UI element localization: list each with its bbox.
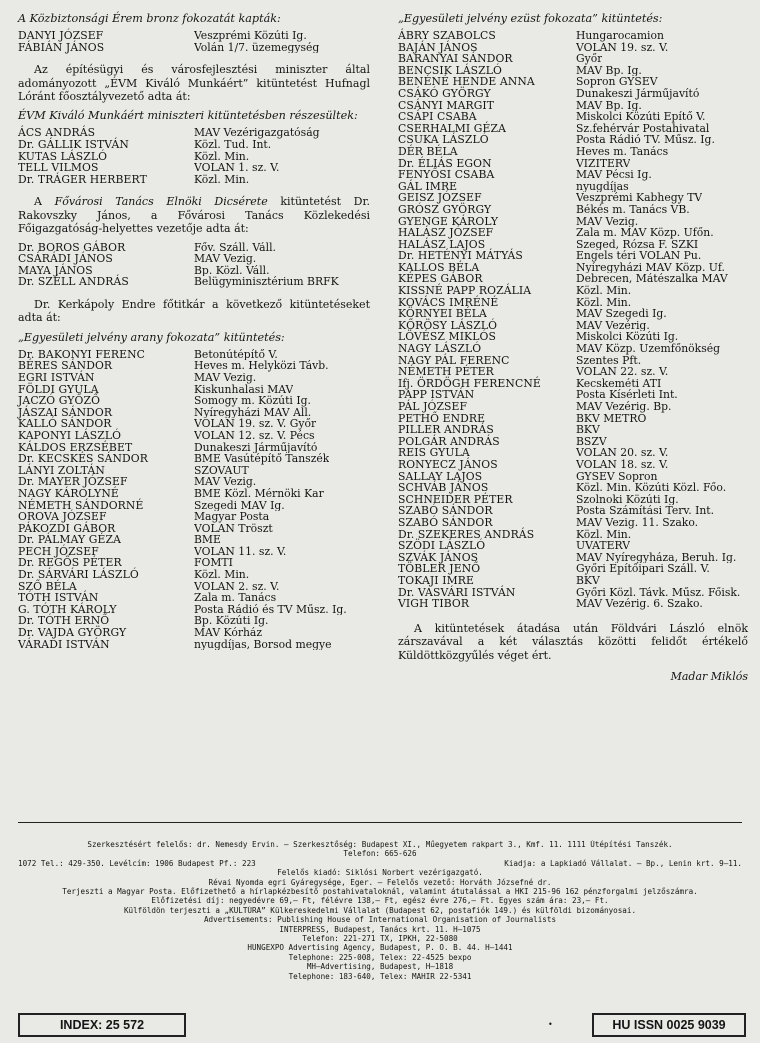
recipient-workplace: MÁV Vezig. 11. Szako. [576,516,699,529]
recipient-name: CSÁKÓ GYÖRGY [398,86,491,100]
recipient-workplace: Betonútépítő V. [194,348,278,361]
left-column [18,12,370,660]
recipient-workplace: MÁV Vezérigazgatóság [194,127,320,139]
recipient-workplace: BKV METRÓ [576,412,647,425]
recipient-workplace: Győri Közl. Távk. Műsz. Főisk. [576,586,741,599]
recipient-workplace: VOLÁN 19. sz. V. [576,41,669,54]
imprint-line: Telephone: 183-640, Telex: MAHIR 22-5341 [288,971,472,981]
evm-intro: Az építésügyi és városfejlesztési miniszter által adományozott „ÉVM Kiváló Munkáért” kitüntetést Hufnagl Lóránt főosztályvezető adta át: [18,63,370,103]
recipient-name: CSÁNYI MARGIT [398,98,495,112]
recipient-workplace: MÁV Vezig. [194,476,257,488]
list-item [18,569,370,581]
recipient-workplace: Szegedi MÁV Ig. [194,499,285,512]
recipient-workplace: Sopron GYSEV [576,76,658,88]
list-item [18,639,370,651]
recipient-workplace: Nyíregyházi MÁV Áll. [194,406,312,419]
recipient-name: TELL VILMOS [18,161,99,175]
recipient-name: PAPP ISTVÁN [398,388,475,402]
recipient-workplace: Közl. Min. Közúti Közl. Főo. [576,482,727,494]
recipient-workplace: Posta Rádió TV. Műsz. Ig. [576,134,715,146]
recipient-workplace: Kecskeméti ÁTI [576,377,662,390]
list-item [398,540,748,552]
recipient-name: Dr. PÁLMAY GÉZA [18,533,122,547]
recipient-name: RONYECZ JÁNOS [398,457,498,471]
recipient-workplace: Győr [576,53,603,65]
recipient-name: Dr. REGŐS PÉTER [18,556,122,570]
recipient-name: Dr. GÁLLIK ISTVÁN [18,138,129,151]
recipient-workplace: Nyíregyházi MÁV Közp. Üf. [576,261,725,274]
recipient-workplace: Debrecen, Mátészalka MÁV [576,273,728,286]
recipient-workplace: BME Vasútépítő Tanszék [194,453,330,465]
recipient-name: FÖLDI GYULA [18,382,99,396]
kerkapoly-intro: Dr. Kerkápoly Endre főtitkár a következő kitüntetéseket adta át: [18,297,370,325]
recipient-name: GÁL IMRE [398,179,458,193]
recipient-name: Dr. TÓTH ERNŐ [18,614,110,628]
recipient-name: KUTAS LÁSZLÓ [18,149,108,163]
recipient-name: BAJÁN JÁNOS [398,40,478,54]
recipient-workplace: Szolnoki Közúti Ig. [576,493,679,506]
recipient-name: KŐRÖSY LÁSZLÓ [398,318,498,332]
recipient-workplace: MÁV Bp. Ig. [576,64,642,77]
recipient-workplace: VIZITERV [576,157,631,170]
intro-text: kitüntetést Dr. Rakovszky János, a Fővárosi Tanács Közlekedési Főigazgatóság-helyettes vezetője adta át: [18,195,371,236]
recipient-name: Dr. ÉLIÁS EGON [398,156,492,170]
recipient-name: TÓTH ISTVÁN [18,591,99,605]
recipient-workplace: Sz.fehérvár Postahivatal [576,122,710,135]
intro-text: A [34,195,55,209]
recipient-workplace: Közl. Min. [576,285,632,297]
imprint-line: Felelős kiadó: Siklósi Norbert vezérigazgató. [277,868,483,878]
recipient-workplace: Szentes Pft. [576,354,642,367]
recipient-name: BENÉNÉ HENDE ANNA [398,75,535,89]
recipient-name: FÁBIÁN JÁNOS [18,40,105,54]
recipient-name: REIS GYULA [398,446,470,460]
imprint-line: Külföldön terjeszti a „KULTÚRA” Külkereskedelmi Vállalat (Budapest 62, postafiók 149.) és külföldi bizományosai. [123,905,637,915]
recipient-name: VIGH TIBOR [398,597,470,611]
recipient-name: CSUKA LÁSZLÓ [398,133,489,147]
recipient-name: Ifj. ÖRDÖGH FERENCNÉ [398,376,541,390]
recipient-name: G. TÓTH KÁROLY [18,602,117,616]
recipient-name: Dr. SZÉLL ANDRÁS [18,275,129,289]
list-item [398,146,748,158]
recipient-workplace: Veszprémi Kabhegy TV [576,192,703,204]
recipient-name: SZVÁK JÁNOS [398,550,479,564]
recipient-name: SZABÓ SÁNDOR [398,515,493,529]
footer-rule [18,822,742,823]
arany-heading: „Egyesületi jelvény arany fokozata” kitüntetés: [18,330,285,344]
list-item [18,488,370,500]
recipient-name: NAGY PÁL FERENC [398,353,510,367]
recipient-name: KALLOS BÉLA [398,260,480,274]
recipient-name: GRÓSZ GYÖRGY [398,202,492,216]
recipient-workplace: Belügyminisztérium BRFK [194,276,339,288]
recipient-workplace: Miskolci Közúti Ig. [576,331,679,344]
recipient-workplace: Főv. Száll. Váll. [194,241,276,254]
fovarosi-intro [18,195,370,235]
recipient-workplace: Engels téri VOLÁN Pu. [576,250,702,262]
ezust-list [398,30,748,610]
award-name: Fővárosi Tanács Elnöki Dicsérete [54,195,268,209]
recipient-workplace: VOLÁN 19. sz. V. Győr [194,418,317,430]
recipient-workplace: Volán 1/7. üzemegység [194,41,320,54]
recipient-workplace: Közl. Min. [194,150,250,163]
recipient-name: TÖBLER JENŐ [398,562,481,576]
imprint-line-right: Kiadja: a Lapkiadó Vállalat. — Bp., Lenin krt. 9—11. [504,858,742,868]
recipient-workplace: VOLÁN 12. sz. V. Pécs [194,429,315,442]
imprint-line-left: 1072 Tel.: 429-350. Levélcím: 1906 Budapest Pf.: 223 [18,858,256,868]
recipient-name: NAGY LÁSZLÓ [398,342,482,356]
imprint-line: Szerkesztésért felelős: dr. Nemesdy Ervin. — Szerkesztőség: Budapest XI., Műegyetem rakpart 3., Kmf. 11. 1111 Útépítési Tanszék. [87,840,673,849]
recipient-workplace: VOLÁN 11. sz. V. [194,545,287,558]
recipient-name: JÁSZAI SÁNDOR [18,405,113,419]
imprint-rest [18,868,742,981]
recipient-name: MAYA JÁNOS [18,263,93,277]
recipient-workplace: Heves m. Helyközi Távb. [194,360,329,372]
list-item [398,227,748,239]
recipient-name: KÖRNYEI BÉLA [398,307,487,321]
recipient-workplace: MÁV Pécsi Ig. [576,169,652,181]
list-item [18,453,370,465]
recipient-workplace: VOLÁN 22. sz. V. [576,366,669,378]
recipient-name: TOKAJI IMRE [398,573,474,587]
list-item [398,517,748,529]
recipient-workplace: Közl. Tud. Int. [194,139,272,151]
issn-box: HU ISSN 0025 9039 [592,1013,746,1037]
recipient-name: LÁNYI ZOLTÁN [18,463,105,477]
list-item [398,30,748,42]
recipient-workplace: Közl. Min. [194,569,250,581]
list-item [18,395,370,407]
list-item [398,111,748,123]
imprint-line: Előfizetési díj: negyedévre 69,— Ft, félévre 138,— Ft, egész évre 276,— Ft. Egyes szám ára: 23,— Ft. [151,896,609,906]
list-item [18,372,370,384]
recipient-name: KAPONYI LÁSZLÓ [18,428,122,442]
recipient-workplace: VOLÁN 1. sz. V. [194,162,280,174]
recipient-workplace: Közl. Min. [576,528,632,541]
recipient-name: NÉMETH SÁNDORNÉ [18,498,144,512]
imprint-line: Telefon: 221-271 TX, IPKH, 22-5080 [302,934,458,944]
recipient-workplace: Zala m. MÁV Közp. Üfőn. [576,227,714,239]
evm-list [18,127,370,185]
recipient-workplace: Posta Kísérleti Int. [576,389,678,401]
recipient-workplace: MÁV Szegedi Ig. [576,308,667,320]
evm-heading: ÉVM Kiváló Munkáért miniszteri kitüntetésben részesültek: [18,109,358,123]
recipient-name: GYENGE KÁROLY [398,214,499,228]
recipient-workplace: Kiskunhalasi MÁV [194,383,294,396]
recipient-name: BÉRES SÁNDOR [18,359,113,373]
list-item [18,627,370,639]
recipient-name: KOVÁCS IMRÉNÉ [398,295,499,309]
recipient-name: PETHŐ ENDRE [398,411,486,425]
recipient-workplace: VOLÁN 20. sz. V. [576,447,669,459]
recipient-name: CSÁRÁDI JÁNOS [18,252,113,266]
imprint-line: Terjeszti a Magyar Posta. Előfizethető a hírlapkézbesítő postahivataloknál, valamint átutalással a HKI 215-96 162 pénzforgalmi jelzőszámra. [62,887,698,897]
recipient-workplace: Hungarocamion [576,30,664,42]
recipient-name: BARANYAI SÁNDOR [398,52,513,66]
recipient-workplace: Posta Számítási Terv. Int. [576,505,715,517]
recipient-workplace: Békés m. Tanács VB. [576,203,690,216]
recipient-name: HALÁSZ LAJOS [398,237,486,251]
recipient-workplace: VOLÁN 2. sz. V. [194,580,280,593]
recipient-name: FENYŐSI CSABA [398,168,495,182]
right-column [398,12,748,683]
recipient-name: LÖVÉSZ MIKLÓS [398,330,496,344]
recipient-name: BENCSIK LÁSZLÓ [398,63,502,77]
recipient-workplace: MÁV Nyíregyháza, Beruh. Ig. [576,551,737,564]
list-item [398,482,748,494]
recipient-workplace: Somogy m. Közúti Ig. [194,395,311,407]
recipient-workplace: Heves m. Tanács [576,145,669,158]
recipient-name: VÁRADI ISTVÁN [18,637,110,651]
recipient-name: ÁCS ANDRÁS [18,126,96,140]
imprint-line: MH—Advertising, Budapest, H—1818 [306,962,454,972]
recipient-name: SALLAY LAJOS [398,469,483,483]
list-item [398,459,748,471]
recipient-name: GEISZ JÓZSEF [398,191,482,205]
list-item [398,343,748,355]
recipient-workplace: MÁV Vezérig. 6. Szako. [576,598,703,610]
recipient-workplace: Győri Építőipari Száll. V. [576,563,710,575]
recipient-workplace: MÁV Vezig. [576,215,639,228]
recipient-name: SCHVÁB JÁNOS [398,481,489,495]
recipient-name: Dr. HETÉNYI MÁTYÁS [398,249,523,263]
recipient-workplace: MÁV Vezig. [194,371,257,384]
imprint-line: Révai Nyomda egri Gyáregysége, Eger. — Felelős vezető: Horváth Józsefné dr. [208,877,552,887]
recipient-name: OROVA JÓZSEF [18,510,107,524]
recipient-workplace: Veszprémi Közúti Ig. [194,30,307,42]
recipient-name: SZÖDI LÁSZLÓ [398,539,486,553]
recipient-name: KISSNÉ PAPP ROZÁLIA [398,284,532,298]
recipient-name: NAGY KÁROLYNÉ [18,486,119,500]
recipient-name: SZŐ BÉLA [18,579,77,593]
recipient-workplace: MÁV Kórház [194,627,263,639]
list-item [18,511,370,523]
recipient-workplace: MÁV Vezérig. Bp. [576,401,672,413]
bronz-heading: A Közbiztonsági Érem bronz fokozatát kapták: [18,12,281,25]
recipient-name: CSERHALMI GÉZA [398,121,507,135]
recipient-workplace: MÁV Közp. Üzemfőnökség [576,343,721,355]
recipient-workplace: BME Közl. Mérnöki Kar [194,487,324,500]
recipient-workplace: Zala m. Tanács [194,592,277,604]
recipient-name: SCHNEIDER PÉTER [398,492,513,506]
recipient-name: PILLER ANDRÁS [398,423,494,437]
closing-paragraph: A kitüntetések átadása után Földvári László elnök zárszavával a két választás közötti felidőt értékelő Küldöttközgyűlés véget ért. [398,621,748,662]
recipient-workplace: Posta Rádió és TV Műsz. Ig. [194,603,347,616]
decorative-dot: • [548,1020,553,1029]
recipient-name: EGRI ISTVÁN [18,370,95,384]
recipient-name: NÉMETH PÉTER [398,365,494,379]
list-item [398,204,748,216]
imprint [18,840,742,981]
recipient-workplace: GYSEV Sopron [576,470,658,483]
recipient-workplace: FŐMTI [194,557,233,570]
recipient-workplace: BME [194,534,221,546]
recipient-name: KÉPES GÁBOR [398,272,483,286]
imprint-line: HUNGEXPO Advertising Agency, Budapest, P. O. B. 44. H—1441 [247,943,513,953]
recipient-workplace: Miskolci Közúti Építő V. [576,111,706,123]
author-signature: Madar Miklós [670,669,748,683]
recipient-name: Dr. VAJDA GYÖRGY [18,626,127,640]
recipient-name: Dr. TRÁGER HERBERT [18,172,147,186]
list-item [398,575,748,587]
arany-list [18,349,370,650]
list-item [18,276,370,288]
imprint-line [18,859,742,868]
recipient-name: POLGÁR ANDRÁS [398,434,500,448]
list-item [18,174,370,186]
recipient-workplace: nyugdíjas [576,180,629,193]
recipient-workplace: SZÖVAUT [194,464,249,477]
bronz-list [18,30,370,53]
recipient-workplace: Magyar Posta [194,511,270,523]
recipient-workplace: VOLÁN Tröszt [194,522,273,535]
recipient-workplace: Dunakeszi Járműjavító [576,87,700,100]
recipient-name: Dr. BOROS GÁBOR [18,240,126,254]
recipient-name: DÉR BÉLA [398,144,458,158]
imprint-line: Advertisements: Publishing House of International Organisation of Journalists [203,915,557,925]
list-item [18,139,370,151]
list-item [398,88,748,100]
recipient-name: JACZÓ GYŐZŐ [18,394,101,408]
recipient-name: PECH JÓZSEF [18,544,99,558]
recipient-workplace: Szeged, Rózsa F. SZKI [576,238,699,251]
recipient-name: PÁKOZDI GÁBOR [18,521,116,535]
recipient-name: Dr. BAKONYI FERENC [18,347,146,361]
recipient-workplace: Bp. Közúti Ig. [194,615,269,628]
recipient-workplace: BKV [576,574,600,587]
recipient-name: KÁLDOS ERZSÉBET [18,440,133,454]
list-item [398,401,748,413]
recipient-workplace: MÁV Vezérig. [576,319,650,332]
recipient-name: KALLÓ SÁNDOR [18,417,112,431]
list-item [18,430,370,442]
recipient-workplace: Bp. Közl. Váll. [194,264,270,277]
fovarosi-list [18,242,370,288]
list-item [398,598,748,610]
recipient-workplace: Közl. Min. [576,296,632,309]
recipient-name: PÁL JÓZSEF [398,400,468,413]
recipient-name: ÁBRY SZABOLCS [398,29,496,42]
list-item [18,30,370,42]
recipient-workplace: ÜVATERV [576,540,630,552]
list-item [398,285,748,297]
imprint-line: Telefon: 665-626 [343,849,417,859]
recipient-workplace: BSZV [576,435,607,448]
list-item [398,169,748,181]
recipient-name: CSÁPI CSABA [398,110,477,124]
recipient-name: Dr. VASVÁRI ISTVÁN [398,585,516,599]
recipient-name: Dr. SÁRVÁRI LÁSZLÓ [18,568,139,582]
list-item [18,42,370,54]
recipient-workplace: MÁV Vezig. [194,253,257,265]
recipient-workplace: MÁV Bp. Ig. [576,99,642,112]
recipient-name: DANYI JÓZSEF [18,29,104,42]
recipient-workplace: nyugdíjas, Borsod megye [194,638,332,651]
imprint-line: INTERPRESS, Budapest, Tanács krt. 11. H—1075 [279,924,481,934]
recipient-name: HALÁSZ JÓZSEF [398,226,494,240]
ezust-heading: „Egyesületi jelvény ezüst fokozata” kitüntetés: [398,12,663,25]
recipient-name: Dr. MAYER JÓZSEF [18,475,128,489]
imprint-line: Telephone: 225-008, Telex: 22-4525 bexpo [288,952,472,962]
index-box: INDEX: 25 572 [18,1013,186,1037]
recipient-workplace: Közl. Min. [194,173,250,186]
recipient-name: SZABÓ SÁNDOR [398,504,493,518]
recipient-name: Dr. KECSKÉS SÁNDOR [18,452,148,466]
recipient-workplace: Dunakeszi Járműjavító [194,441,318,454]
recipient-name: Dr. SZEKERES ANDRÁS [398,527,535,541]
recipient-workplace: BKV [576,424,600,436]
recipient-workplace: VOLÁN 18. sz. V. [576,458,669,471]
